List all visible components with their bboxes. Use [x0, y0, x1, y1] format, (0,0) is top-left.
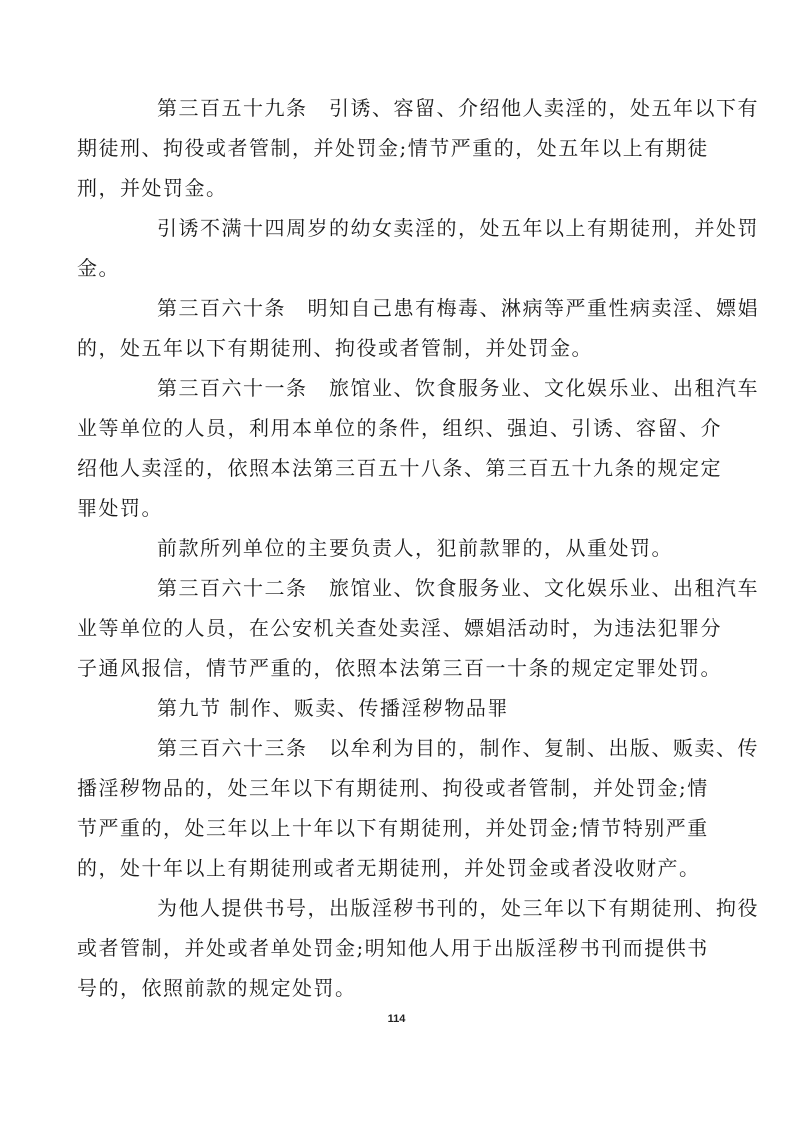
- text-line: 第三百五十九条 引诱、容留、介绍他人卖淫的，处五年以下有: [157, 96, 759, 120]
- text-line: 第九节 制作、贩卖、传播淫秽物品罪: [157, 696, 509, 720]
- text-line: 罪处罚。: [77, 496, 163, 520]
- paragraph-article-361-clause-2: [117, 528, 677, 568]
- text-line: 业等单位的人员，利用本单位的条件，组织、强迫、引诱、容留、介: [77, 416, 722, 440]
- paragraph-article-363-clause-2: [77, 888, 759, 1008]
- text-line: 绍他人卖淫的，依照本法第三百五十八条、第三百五十九条的规定定: [77, 456, 722, 480]
- paragraph-article-362: [77, 568, 759, 688]
- text-line: 前款所列单位的主要负责人，犯前款罪的，从重处罚。: [157, 536, 673, 560]
- text-line: 业等单位的人员，在公安机关查处卖淫、嫖娼活动时，为违法犯罪分: [77, 616, 722, 640]
- document-body: [77, 88, 759, 1008]
- paragraph-article-363: [77, 728, 759, 888]
- paragraph-article-361: [77, 368, 759, 528]
- text-line: 的，处五年以下有期徒刑、拘役或者管制，并处罚金。: [77, 336, 593, 360]
- text-line: 第三百六十条 明知自己患有梅毒、淋病等严重性病卖淫、嫖娼: [157, 296, 759, 320]
- section-heading: [117, 688, 677, 728]
- text-line: 或者管制，并处或者单处罚金;明知他人用于出版淫秽书刊而提供书: [77, 936, 709, 960]
- text-line: 金。: [77, 256, 120, 280]
- text-line: 第三百六十二条 旅馆业、饮食服务业、文化娱乐业、出租汽车: [157, 576, 759, 600]
- text-line: 的，处十年以上有期徒刑或者无期徒刑，并处罚金或者没收财产。: [77, 856, 701, 880]
- text-line: 号的，依照前款的规定处罚。: [77, 976, 357, 1000]
- paragraph-article-360: [77, 288, 759, 368]
- text-line: 引诱不满十四周岁的幼女卖淫的，处五年以上有期徒刑，并处罚: [157, 216, 759, 240]
- paragraph-article-359: [77, 88, 759, 208]
- page-number: 114: [387, 1013, 406, 1025]
- text-line: 第三百六十一条 旅馆业、饮食服务业、文化娱乐业、出租汽车: [157, 376, 759, 400]
- text-line: 为他人提供书号，出版淫秽书刊的，处三年以下有期徒刑、拘役: [157, 896, 759, 920]
- text-line: 节严重的，处三年以上十年以下有期徒刑，并处罚金;情节特别严重: [77, 816, 709, 840]
- text-line: 刑，并处罚金。: [77, 176, 228, 200]
- paragraph-article-359-clause-2: [77, 208, 759, 288]
- text-line: 子通风报信，情节严重的，依照本法第三百一十条的规定定罪处罚。: [77, 656, 722, 680]
- text-line: 期徒刑、拘役或者管制，并处罚金;情节严重的，处五年以上有期徒: [77, 136, 709, 160]
- text-line: 播淫秽物品的，处三年以下有期徒刑、拘役或者管制，并处罚金;情: [77, 776, 709, 800]
- text-line: 第三百六十三条 以牟利为目的，制作、复制、出版、贩卖、传: [157, 736, 759, 760]
